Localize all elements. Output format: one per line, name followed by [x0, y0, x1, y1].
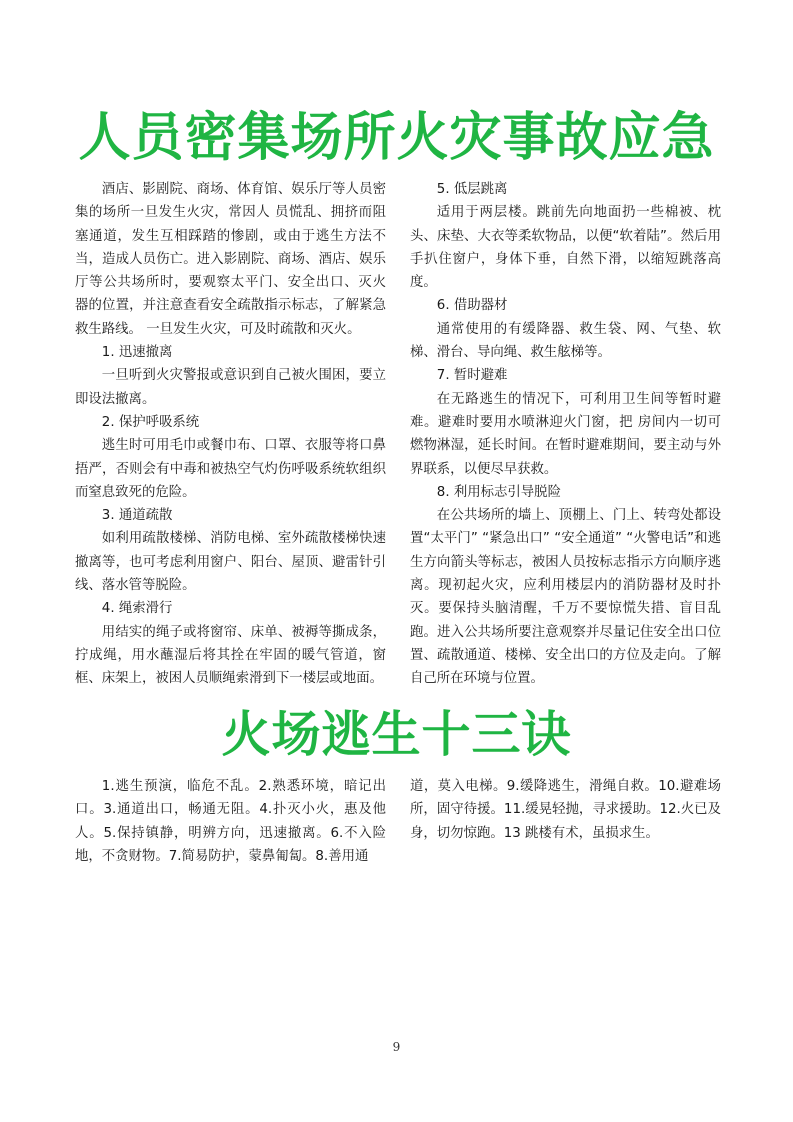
- right-column: [410, 178, 721, 691]
- item-heading: 8. 利用标志引导脱险: [436, 484, 561, 500]
- item-text: 在无路逃生的情况下，可利用卫生间等暂时避难。避难时要用水喷淋迎火门窗，把 房间内一切可燃物淋湿，延长时间。在暂时避难期间，要主动与外界联系，以便尽早获救。: [410, 391, 721, 477]
- item-text: 适用于两层楼。跳前先向地面扔一些棉被、枕头、床垫、大衣等柔软物品，以便“软着陆”。然后用手扒住窗户，身体下垂，自然下滑，以缩短跳落高度。: [410, 205, 721, 291]
- page-number: 9: [392, 1040, 401, 1054]
- item-heading: 6. 借助器材: [436, 298, 508, 314]
- tips-text: 1.逃生预演，临危不乱。2.熟悉环境，暗记出口。3.通道出口，畅通无阻。4.扑灭小火，惠及他人。5.保持镇静，明辨方向，迅速撤离。6.不入险地，不贪财物。7.简易防护，蒙鼻匍匐。8.善用通: [75, 779, 386, 864]
- item-heading: 1. 迅速撤离: [101, 345, 173, 361]
- page-title: 人员密集场所火灾事故应急: [78, 108, 715, 168]
- item-heading: 5. 低层跳离: [436, 182, 508, 197]
- left-column: [75, 178, 386, 691]
- item-heading: 2. 保护呼吸系统: [101, 414, 200, 430]
- item-heading: 7. 暂时避难: [436, 368, 508, 384]
- item-heading: 4. 绳索滑行: [101, 601, 173, 617]
- item-text: 一旦听到火灾警报或意识到自己被火围困，要立即设法撤离。: [75, 368, 386, 407]
- tips-text: 道，莫入电梯。9.缓降逃生，滑绳自救。10.避难场所，固守待援。11.缓晃轻抛，寻求援助。12.火已及身，切勿惊跑。13 跳楼有术，虽损求生。: [410, 779, 721, 841]
- section-title: 火场逃生十三诀: [221, 706, 572, 763]
- tips-right-column: [410, 775, 721, 845]
- intro-paragraph: 酒店、影剧院、商场、体育馆、娱乐厅等人员密集的场所一旦发生火灾，常因人 员慌乱、拥挤而阻塞通道，发生互相踩踏的惨剧，或由于逃生方法不当，造成人员伤亡。进入影剧院、商场、酒店、娱乐厅等公共场所时，要观察太平门、安全出口、灭火 器的位置，并注意查看安全疏散指示标志，了解紧急救生路线。 一旦发生火灾，可及时疏散和灭火。: [75, 182, 386, 337]
- item-text: 在公共场所的墙上、顶棚上、门上、转弯处都设置“太平门” “紧急出口” “安全通道” “火警电话”和逃生方向箭头等标志，被困人员按标志指示方向顺序逃离。现初起火灾，应利用楼层内的消防器材及时扑灭。要保持头脑清醒，千万不要惊慌失措、盲目乱跑。进入公共场所要注意观察并尽量记住安全出口位置、疏散通道、楼梯、安全出口的方位及走向。了解自己所在环境与位置。: [410, 508, 721, 687]
- item-text: 用结实的绳子或将窗帘、床单、被褥等撕成条，拧成绳，用水蘸湿后将其拴在牢固的暖气管道，窗框、床架上，被困人员顺绳索滑到下一楼层或地面。: [75, 624, 386, 687]
- item-text: 如利用疏散楼梯、消防电梯、室外疏散楼梯快速撤离等，也可考虑利用窗户、阳台、屋顶、避雷针引线、落水管等脱险。: [75, 531, 386, 594]
- tips-left-column: [75, 775, 386, 868]
- item-heading: 3. 通道疏散: [101, 508, 173, 524]
- item-text: 逃生时可用毛巾或餐巾布、口罩、衣服等将口鼻捂严，否则会有中毒和被热空气灼伤呼吸系统软组织而窒息致死的危险。: [75, 438, 386, 500]
- item-text: 通常使用的有缓降器、救生袋、网、气垫、软梯、滑台、导向绳、救生舷梯等。: [410, 321, 721, 361]
